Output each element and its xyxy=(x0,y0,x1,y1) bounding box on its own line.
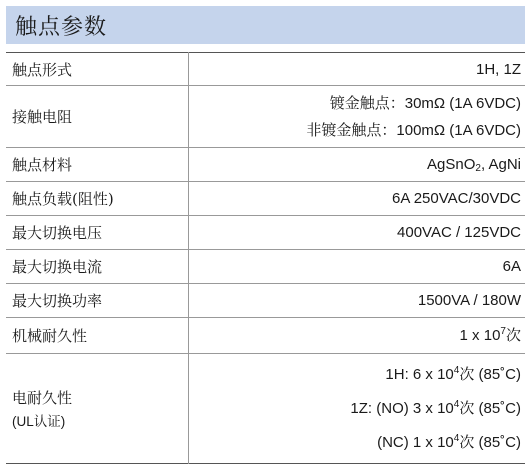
row-label: 触点负载(阻性) xyxy=(6,182,189,216)
row-label: 最大切换电流 xyxy=(6,250,189,284)
row-value xyxy=(189,86,526,148)
value-exponent: 7 xyxy=(500,326,506,337)
row-label-main: 电耐久性 xyxy=(12,389,73,407)
value-line: 镀金触点：30mΩ (1A 6VDC) xyxy=(329,94,521,112)
value-text: , AgNi xyxy=(480,156,521,173)
row-label: 接触电阻 xyxy=(6,86,189,148)
table-row xyxy=(6,148,525,182)
row-value: 6A 250VAC/30VDC xyxy=(392,190,521,207)
row-value xyxy=(189,318,526,354)
row-value: 6A xyxy=(502,258,521,275)
value-text: 次 (85˚C) xyxy=(459,433,521,451)
value-text: 1 x 10 xyxy=(459,327,501,344)
table-row xyxy=(6,86,525,148)
value-exponent: 4 xyxy=(453,432,460,444)
spec-table xyxy=(6,52,525,464)
value-line xyxy=(189,392,521,426)
row-value: 1500VA / 180W xyxy=(417,292,521,309)
row-label: 最大切换功率 xyxy=(6,284,189,318)
row-label-note: (UL认证) xyxy=(12,414,66,429)
value-text: 次 (85˚C) xyxy=(459,365,521,383)
value-text: 次 xyxy=(505,327,521,344)
row-label: 触点形式 xyxy=(6,53,189,86)
value-text: (NC) 1 x 10 xyxy=(377,433,454,451)
value-line xyxy=(189,426,521,460)
table-row xyxy=(6,318,525,354)
row-label: 机械耐久性 xyxy=(6,318,189,354)
value-text: 1Z: (NO) 3 x 10 xyxy=(350,399,454,417)
row-label: 最大切换电压 xyxy=(6,216,189,250)
table-row xyxy=(6,182,525,216)
value-text: 次 (85˚C) xyxy=(459,399,521,417)
table-row xyxy=(6,354,525,464)
row-value: 400VAC / 125VDC xyxy=(397,224,521,241)
row-value xyxy=(189,148,526,182)
value-line xyxy=(189,358,521,392)
section-title: 触点参数 xyxy=(6,6,525,44)
row-value xyxy=(189,354,526,464)
value-exponent: 4 xyxy=(453,398,460,410)
table-row xyxy=(6,53,525,86)
value-line: 非镀金触点：100mΩ (1A 6VDC) xyxy=(306,121,521,139)
table-row xyxy=(6,250,525,284)
value-subscript: 2 xyxy=(475,163,481,174)
row-value: 1H, 1Z xyxy=(475,60,521,78)
value-text: AgSnO xyxy=(427,156,476,173)
table-row xyxy=(6,284,525,318)
table-row xyxy=(6,216,525,250)
value-text: 1H: 6 x 10 xyxy=(385,365,454,383)
row-label xyxy=(6,354,189,464)
row-label: 触点材料 xyxy=(6,148,189,182)
value-exponent: 4 xyxy=(453,364,460,376)
